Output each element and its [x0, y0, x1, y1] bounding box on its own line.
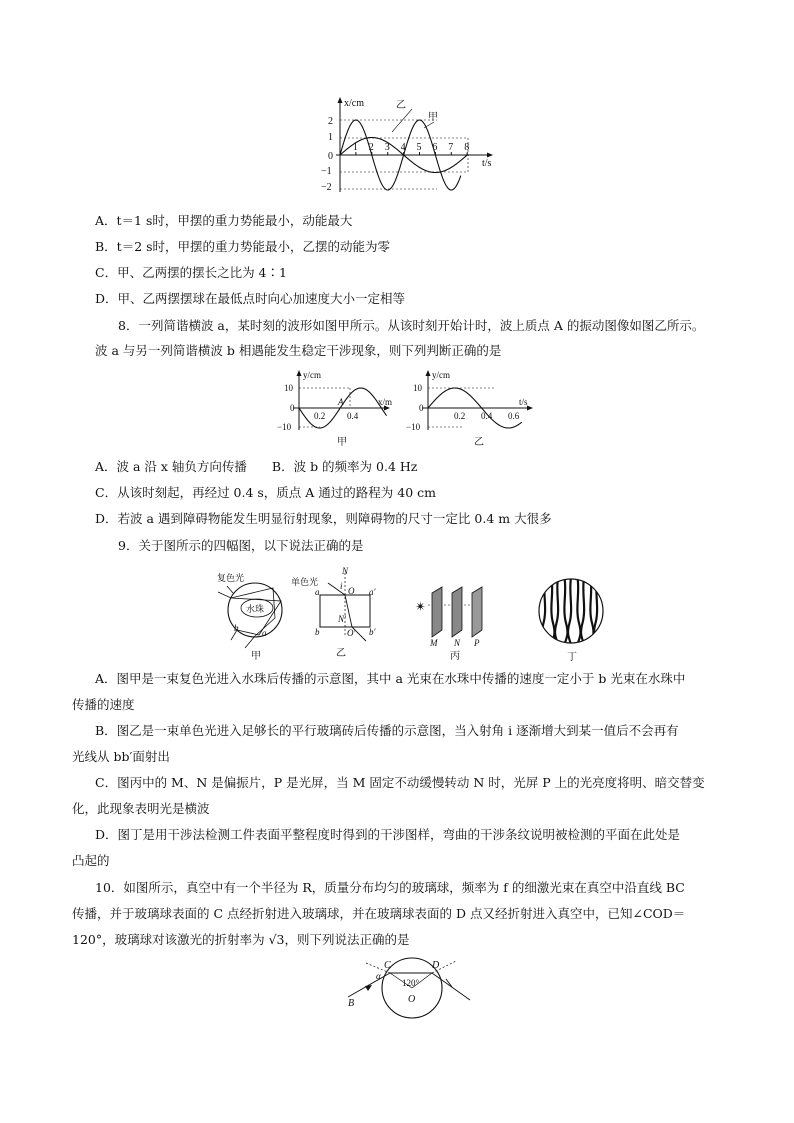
q8-jia-caption: 甲 [337, 437, 347, 448]
q9-jia-fuse: 复色光 [217, 573, 245, 583]
q8-yi-ytick-m10: −10 [406, 422, 421, 432]
q9-stem: 9．关于图所示的四幅图，以下说法正确的是 [118, 538, 364, 553]
q9-yi-a: a [315, 587, 320, 597]
q8-jia-xtick-04: 0.4 [347, 411, 359, 421]
q7-ytick-1: 1 [328, 132, 333, 143]
q9-yi-i: i [340, 581, 343, 591]
q7-ylabel: x/cm [344, 98, 364, 109]
q8-yi-ytick-0: 0 [419, 403, 424, 413]
q10-label-angle: 120° [402, 978, 420, 988]
q10-stem-line1: 10．如图所示，真空中有一个半径为 R，质量分布均匀的玻璃球，频率为 f 的细激光束在真空中沿直线 BC [95, 880, 685, 895]
ding-fringe [568, 578, 571, 648]
q9-yi-n: N [342, 566, 349, 576]
q8-jia-xlabel: x/m [378, 397, 393, 407]
q8-option-c: C．从该时刻起，再经过 0.4 s，质点 A 通过的路程为 40 cm [95, 485, 436, 500]
q9-fig-ding-interference [533, 578, 613, 666]
q9-yi-bprime: b′ [369, 627, 376, 637]
q9-ding-caption: 丁 [567, 652, 577, 663]
q10-stem-line3: 120°，玻璃球对该激光的折射率为 √3，则下列说法正确的是 [72, 932, 410, 947]
q9-option-d-line1: D．图丁是用干涉法检测工件表面平整程度时得到的干涉图样，弯曲的干涉条纹说明被检测的平面在此处是 [95, 827, 681, 842]
q8-yi-caption: 乙 [474, 437, 484, 448]
q8-stem-line1: 8．一列简谐横波 a，某时刻的波形如图甲所示。从该时刻开始计时，波上质点 A 的振动图像如图乙所示。 [118, 318, 705, 333]
ding-fringe [577, 578, 580, 648]
q8-wave-graph-jia [275, 368, 395, 448]
q8-jia-point-a: A [338, 397, 344, 407]
q7-ytick-m1: −1 [321, 166, 332, 177]
ding-fringe [542, 578, 545, 648]
q8-jia-ylabel: y/cm [303, 370, 321, 380]
q7-xtick-label: 1 [352, 142, 358, 153]
q8-jia-ytick-m10: −10 [277, 422, 292, 432]
q8-yi-xtick-02: 0.2 [454, 411, 466, 421]
q7-xtick-label: 3 [384, 142, 390, 153]
q8-jia-ytick-10: 10 [284, 383, 293, 393]
ding-fringe [555, 578, 558, 648]
q8-vibration-graph-yi [402, 368, 537, 448]
q7-ytick-m2: −2 [321, 182, 332, 193]
q7-xtick-label: 5 [416, 142, 422, 153]
q9-yi-oprime: O′ [347, 628, 356, 638]
q9-yi-nprime: N′ [338, 614, 346, 624]
q8-jia-xtick-02: 0.2 [314, 411, 326, 421]
q9-yi-danse: 单色光 [291, 577, 319, 587]
q10-label-d: D [432, 960, 440, 971]
q9-yi-aprime: a′ [369, 587, 376, 597]
q7-option-c: C．甲、乙两摆的摆长之比为 4∶1 [95, 265, 287, 280]
q9-option-a-line1: A．图甲是一束复色光进入水珠后传播的示意图，其中 a 光束在水珠中传播的速度一定小于 b 光束在水珠中 [95, 671, 686, 686]
q10-label-c: C [384, 960, 391, 971]
q9-option-b-line1: B．图乙是一束单色光进入足够长的平行玻璃砖后传播的示意图，当入射角 i 逐渐增大到某一值后不会再有 [95, 723, 679, 738]
q8-yi-ytick-10: 10 [413, 383, 422, 393]
q7-xlabel: t/s [482, 158, 492, 169]
q9-bing-n: N [454, 638, 461, 648]
q9-jia-shuizhu: 水珠 [246, 604, 265, 614]
q9-jia-b: b [234, 623, 239, 633]
q9-yi-b: b [315, 627, 320, 637]
q9-bing-light-source-icon: ✴ [415, 600, 426, 615]
q10-label-alpha: α [376, 971, 381, 981]
q7-xtick-label: 4 [400, 142, 406, 153]
ding-fringe [581, 578, 584, 648]
q7-xtick-label: 6 [432, 142, 438, 153]
q8-yi-xtick-04: 0.4 [481, 411, 493, 421]
q7-xtick-label: 7 [448, 142, 454, 153]
q7-label-jia: 甲 [428, 112, 438, 123]
q7-option-b: B．t＝2 s时，甲摆的重力势能最小，乙摆的动能为零 [95, 239, 391, 254]
q9-option-c-line2: 化，此现象表明光是横波 [72, 801, 210, 816]
q9-option-c-line1: C．图丙中的 M、N 是偏振片，P 是光屏，当 M 固定不动缓慢转动 N 时，光屏 P 上的光亮度将明、暗交替变 [95, 775, 705, 790]
q7-xtick-label: 2 [368, 142, 374, 153]
q9-fig-bing-polarizers [412, 575, 492, 663]
q8-stem-line2: 波 a 与另一列简谐横波 b 相遇能发生稳定干涉现象，则下列判断正确的是 [95, 343, 502, 358]
q7-ytick-2: 2 [328, 116, 333, 127]
q7-xtick-label: 8 [464, 142, 470, 153]
q8-option-d: D．若波 a 遇到障碍物能发生明显衍射现象，则障碍物的尺寸一定比 0.4 m 大很多 [95, 511, 552, 526]
q9-bing-caption: 丙 [450, 651, 460, 662]
q7-label-yi: 乙 [396, 100, 406, 111]
q10-glass-sphere-diagram [340, 955, 480, 1025]
ding-fringe [564, 578, 567, 648]
q9-bing-p: P [474, 638, 480, 648]
q9-bing-m: M [430, 638, 438, 648]
q8-yi-ylabel: y/cm [432, 370, 450, 380]
q10-stem-line2: 传播，并于玻璃球表面的 C 点经折射进入玻璃球，并在玻璃球表面的 D 点又经折射进入真空中，已知∠COD＝ [72, 906, 686, 921]
q9-jia-caption: 甲 [251, 651, 261, 662]
q7-option-a: A．t＝1 s时，甲摆的重力势能最小，动能最大 [95, 213, 353, 228]
q9-option-d-line2: 凸起的 [72, 853, 110, 868]
q8-option-ab: A．波 a 沿 x 轴负方向传播 B．波 b 的频率为 0.4 Hz [95, 459, 418, 474]
q7-option-d: D．甲、乙两摆摆球在最低点时向心加速度大小一定相等 [95, 291, 406, 306]
q9-yi-o: O [348, 586, 355, 596]
q9-option-b-line2: 光线从 bb′面射出 [72, 749, 170, 764]
q10-label-b: B [348, 998, 355, 1009]
q9-fig-yi-glass-slab [290, 565, 375, 663]
q8-jia-ytick-0: 0 [290, 403, 295, 413]
q9-yi-caption: 乙 [336, 648, 346, 659]
q9-jia-a: a [262, 628, 267, 638]
q10-label-o: O [408, 994, 416, 1005]
q8-yi-xlabel: t/s [519, 397, 528, 407]
q9-option-a-line2: 传播的速度 [72, 697, 135, 712]
q9-fig-jia-droplet [215, 568, 290, 663]
q7-ytick-0: 0 [328, 151, 333, 162]
q8-yi-xtick-06: 0.6 [508, 411, 520, 421]
q7-xt-graph [320, 92, 510, 197]
